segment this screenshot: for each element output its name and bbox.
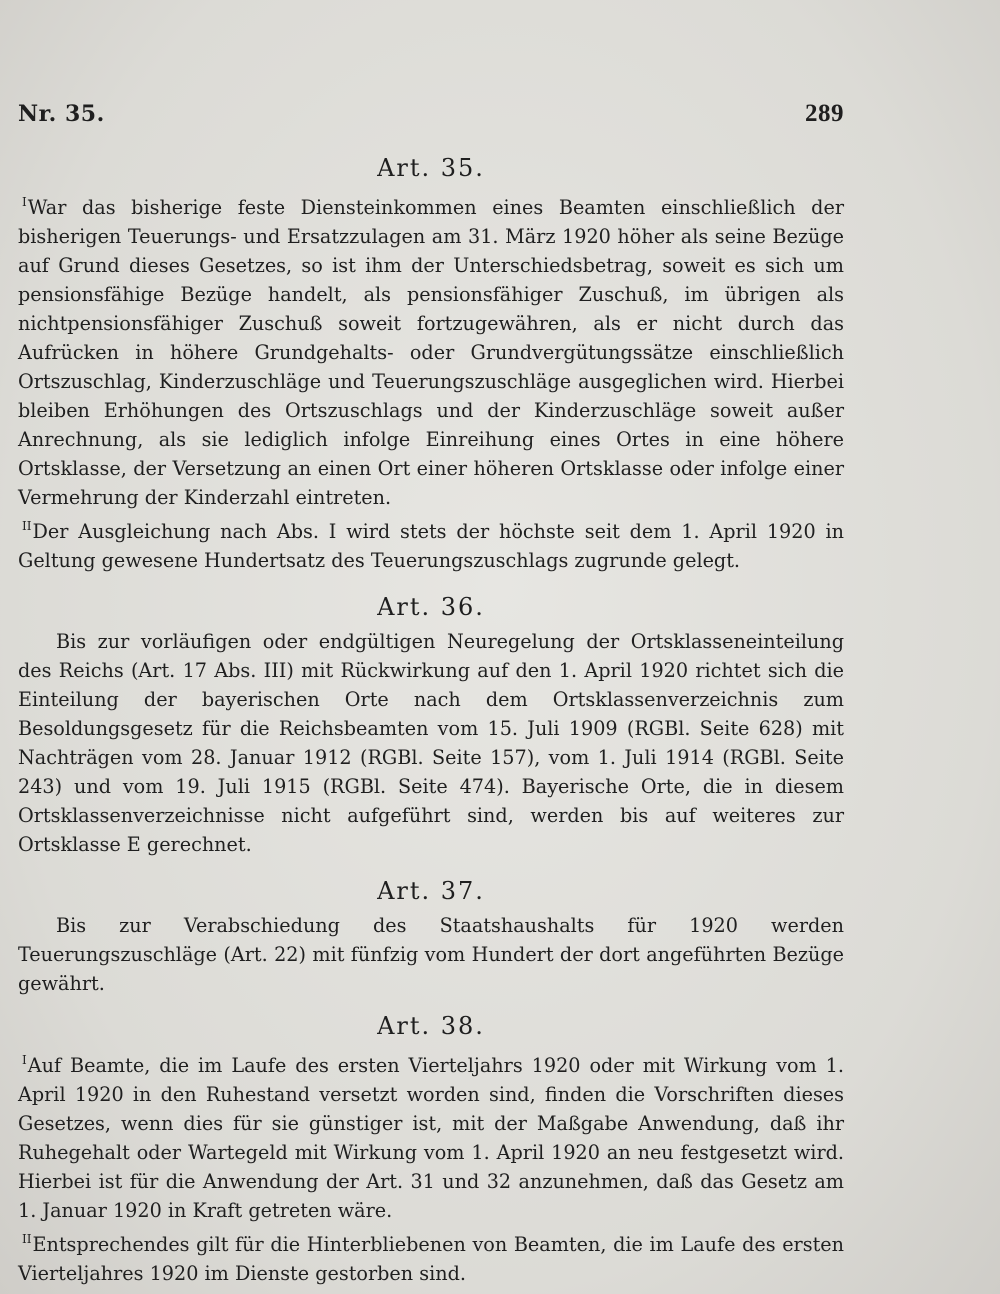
paragraph-text: Der Ausgleichung nach Abs. I wird stets der höchste seit dem 1. April 1920 in Geltung gewesene Hundertsatz des Teuerungszuschlags zugrunde gelegt. [18,520,844,572]
page-number: 289 [805,100,844,127]
paragraph [18,188,844,512]
paragraph [18,1046,844,1225]
paragraph-marker: II [22,1232,32,1246]
paragraph [18,512,844,575]
article-38 [18,1012,844,1288]
paragraph-text: Auf Beamte, die im Laufe des ersten Vierteljahrs 1920 oder mit Wirkung vom 1. April 1920 in den Ruhestand versetzt worden sind, finden die Vorschriften dieses Gesetzes, wenn dies für sie günstiger ist, mit der Maßgabe Anwendung, daß ihr Ruhegehalt oder Wartegeld mit Wirkung vom 1. April 1920 an neu festgesetzt wird. Hierbei ist für die Anwendung der Art. 31 und 32 anzunehmen, daß das Gesetz am 1. Januar 1920 in Kraft getreten wäre. [18,1054,844,1222]
article-title: Art. 35. [377,154,485,182]
article-36 [18,593,844,859]
paragraph [18,1225,844,1288]
article-37 [18,877,844,998]
article-title: Art. 36. [377,593,485,621]
paragraph [18,911,844,998]
paragraph-text: Bis zur vorläufigen oder endgültigen Neuregelung der Ortsklasseneinteilung des Reichs (Art. 17 Abs. III) mit Rückwirkung auf den 1. April 1920 richtet sich die Einteilung der bayerischen Orte nach dem Ortsklassenverzeichnis zum Besoldungsgesetz für die Reichsbeamten vom 15. Juli 1909 (RGBl. Seite 628) mit Nachträgen vom 28. Januar 1912 (RGBl. Seite 157), vom 1. Juli 1914 (RGBl. Seite 243) und vom 19. Juli 1915 (RGBl. Seite 474). Bayerische Orte, die in diesem Ortsklassenverzeichnisse nicht aufgeführt sind, werden bis auf weiteres zur Ortsklasse E gerechnet. [18,630,844,856]
paragraph-marker: II [22,519,32,533]
paragraph-text: Entsprechendes gilt für die Hinterbliebenen von Beamten, die im Laufe des ersten Vierteljahres 1920 im Dienste gestorben sind. [18,1233,844,1285]
paragraph-text: Bis zur Verabschiedung des Staatshaushalts für 1920 werden Teuerungszuschläge (Art. 22) mit fünfzig vom Hundert der dort angeführten Bezüge gewährt. [18,914,844,995]
paragraph [18,627,844,859]
page-header [18,86,844,128]
article-title: Art. 37. [377,877,485,905]
paragraph-marker: I [22,1053,27,1067]
article-title: Art. 38. [377,1012,485,1040]
issue-number: Nr. 35. [18,101,105,127]
paragraph-marker: I [22,195,27,209]
paragraph-text: War das bisherige feste Diensteinkommen eines Beamten einschließlich der bisherigen Teuerungs- und Ersatzzulagen am 31. März 1920 höher als seine Bezüge auf Grund dieses Gesetzes, so ist ihm der Unterschiedsbetrag, soweit es sich um pensionsfähige Bezüge handelt, als pensionsfähiger Zuschuß, im übrigen als nichtpensionsfähiger Zuschuß soweit fortzugewähren, als er nicht durch das Aufrücken in höhere Grundgehalts- oder Grundvergütungssätze einschließlich Ortszuschlag, Kinderzuschläge und Teuerungszuschläge ausgeglichen wird. Hierbei bleiben Erhöhungen des Ortszuschlags und der Kinderzuschläge soweit außer Anrechnung, als sie lediglich infolge Einreihung eines Ortes in eine höhere Ortsklasse, der Versetzung an einen Ort einer höheren Ortsklasse oder infolge einer Vermehrung der Kinderzahl eintreten. [18,196,844,509]
article-35 [18,154,844,575]
